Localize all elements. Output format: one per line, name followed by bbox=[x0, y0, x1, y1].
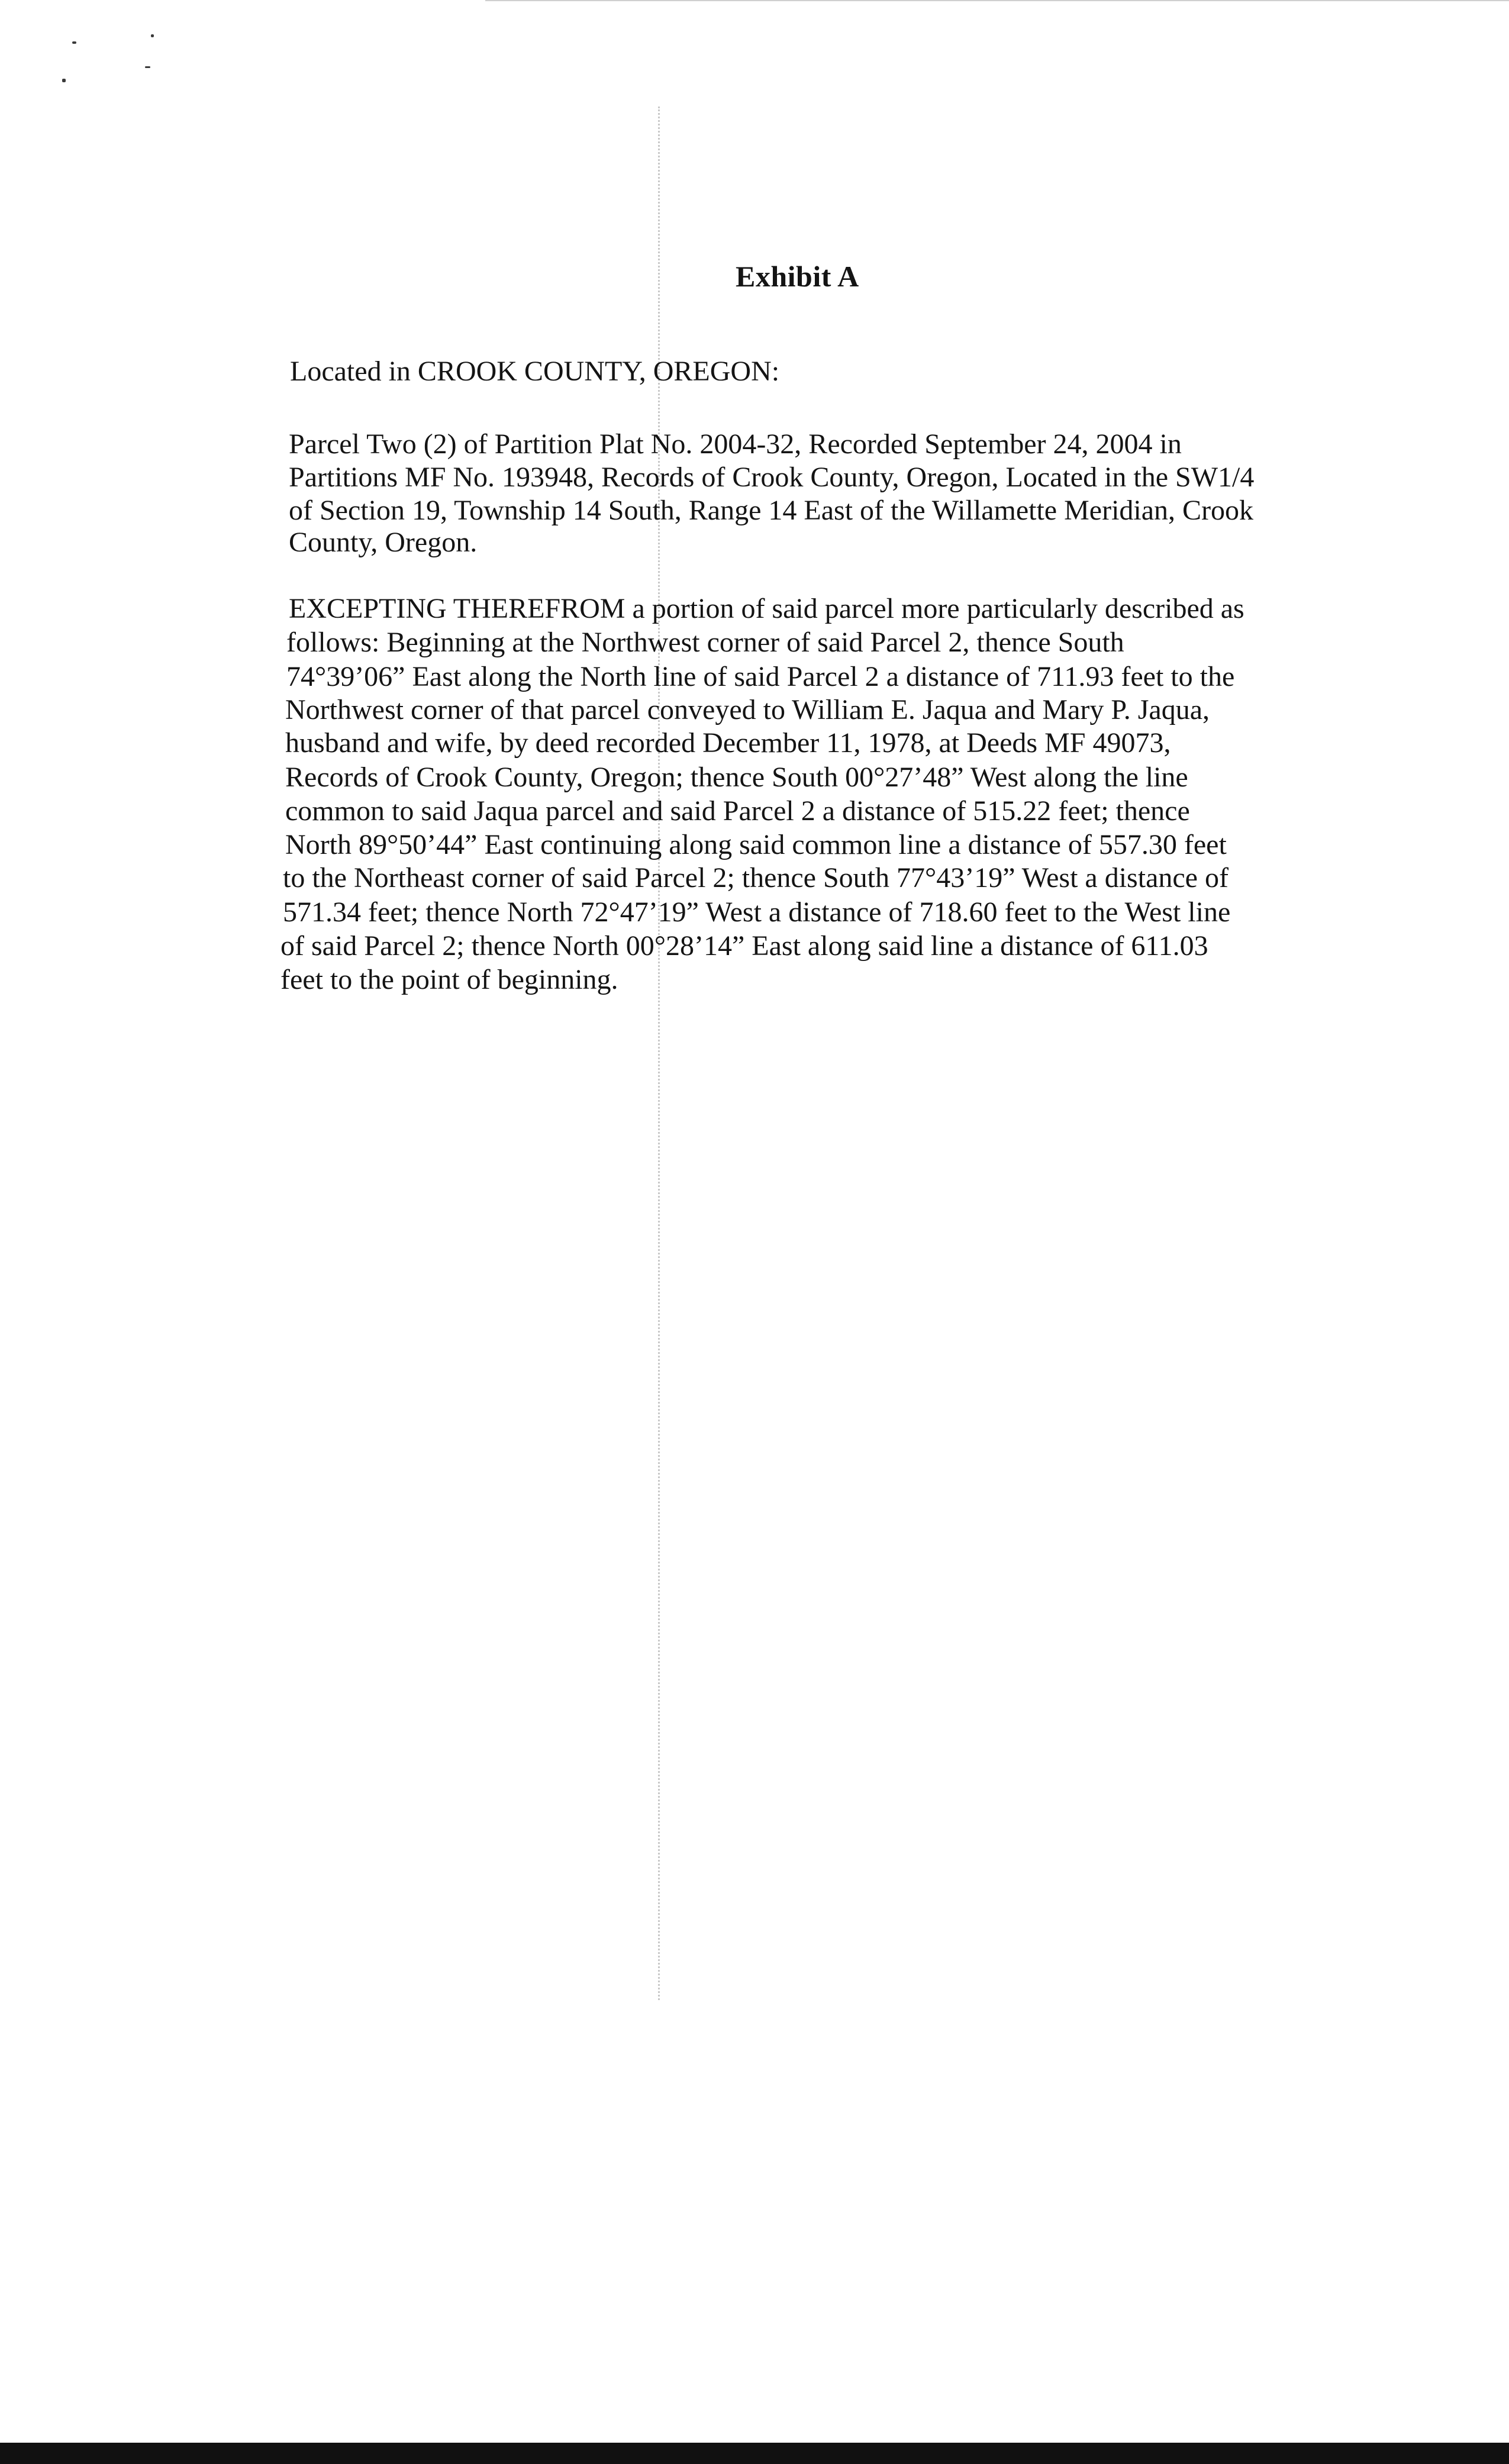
scan-speck bbox=[145, 66, 150, 68]
paragraph-line: Partitions MF No. 193948, Records of Crook County, Oregon, Located in the SW1/4 bbox=[289, 462, 1255, 493]
paragraph-line: follows: Beginning at the Northwest corner of said Parcel 2, thence South bbox=[286, 627, 1124, 658]
paragraph-line: 74°39’06” East along the North line of said Parcel 2 a distance of 711.93 feet to the bbox=[286, 661, 1235, 692]
paragraph-line: feet to the point of beginning. bbox=[280, 964, 618, 995]
paragraph-line: Parcel Two (2) of Partition Plat No. 2004-32, Recorded September 24, 2004 in bbox=[289, 428, 1182, 460]
paragraph-line: Northwest corner of that parcel conveyed to William E. Jaqua and Mary P. Jaqua, bbox=[285, 694, 1210, 725]
paragraph-line: husband and wife, by deed recorded December 11, 1978, at Deeds MF 49073, bbox=[285, 727, 1171, 759]
paragraph-line: of said Parcel 2; thence North 00°28’14” East along said line a distance of 611.03 bbox=[280, 930, 1208, 962]
location-line: Located in CROOK COUNTY, OREGON: bbox=[290, 356, 780, 387]
paragraph-line: 571.34 feet; thence North 72°47’19” West a distance of 718.60 feet to the West line bbox=[283, 896, 1231, 928]
paragraph-line: to the Northeast corner of said Parcel 2; thence South 77°43’19” West a distance of bbox=[283, 862, 1229, 894]
paragraph-line: of Section 19, Township 14 South, Range 14 East of the Willamette Meridian, Crook bbox=[289, 495, 1254, 526]
scan-speck bbox=[62, 79, 66, 82]
paragraph-line: common to said Jaqua parcel and said Parcel 2 a distance of 515.22 feet; thence bbox=[285, 795, 1190, 827]
scan-fold-line bbox=[658, 107, 660, 2000]
document-heading: Exhibit A bbox=[736, 260, 859, 293]
paragraph-line: County, Oregon. bbox=[289, 527, 478, 558]
scan-speck bbox=[72, 41, 76, 44]
scan-bottom-edge bbox=[0, 2443, 1509, 2464]
scan-speck bbox=[151, 34, 154, 37]
paragraph-line: Records of Crook County, Oregon; thence South 00°27’48” West along the line bbox=[285, 762, 1188, 793]
paragraph-line: EXCEPTING THEREFROM a portion of said parcel more particularly described as bbox=[289, 593, 1244, 624]
scan-edge-line bbox=[485, 0, 1509, 1]
paragraph-line: North 89°50’44” East continuing along said common line a distance of 557.30 feet bbox=[285, 829, 1227, 860]
